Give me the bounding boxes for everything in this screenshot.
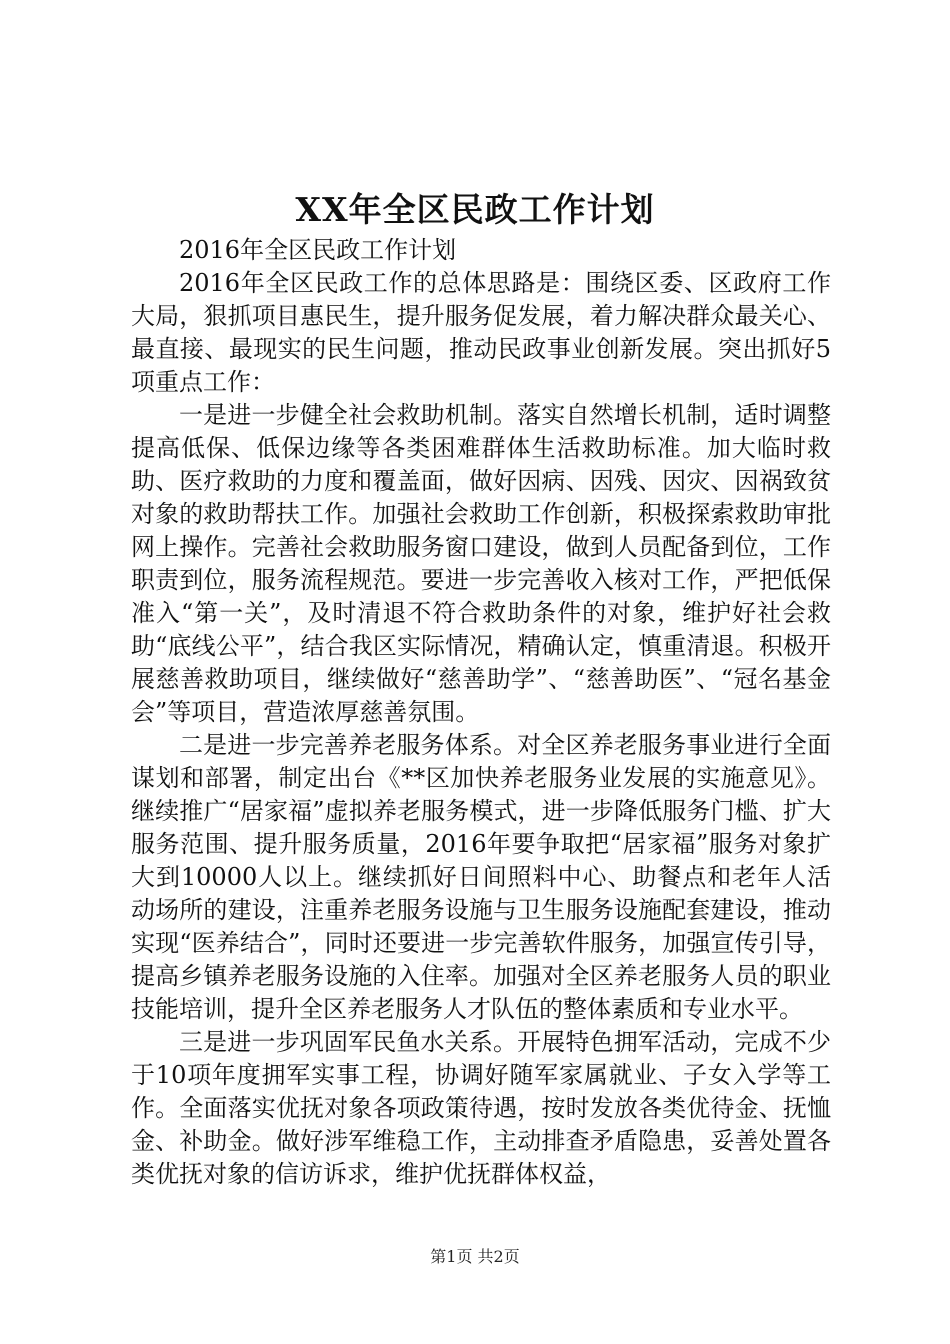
paragraph-military-civilian: 三是进一步巩固军民鱼水关系。开展特色拥军活动，完成不少于10项年度拥军实事工程，协调好随军家属就业、子女入学等工作。全面落实优抚对象各项政策待遇，按时发放各类优待金、抚恤金、补助金。做好涉军维稳工作，主动排查矛盾隐患，妥善处置各类优抚对象的信访诉求，维护优抚群体权益， bbox=[131, 1028, 831, 1188]
paragraph-overview: 2016年全区民政工作的总体思路是：围绕区委、区政府工作大局，狠抓项目惠民生，提升服务促发展，着力解决群众最关心、最直接、最现实的民生问题，推动民政事业创新发展。突出抓好5项重点工作： bbox=[131, 269, 831, 396]
paragraph-social-assistance: 一是进一步健全社会救助机制。落实自然增长机制，适时调整提高低保、低保边缘等各类困难群体生活救助标准。加大临时救助、医疗救助的力度和覆盖面，做好因病、因残、因灾、因祸致贫对象的救助帮扶工作。加强社会救助工作创新，积极探索救助审批网上操作。完善社会救助服务窗口建设，做到人员配备到位，工作职责到位，服务流程规范。要进一步完善收入核对工作，严把低保准入“第一关”，及时清退不符合救助条件的对象，维护好社会救助“底线公平”，结合我区实际情况，精确认定，慎重清退。积极开展慈善救助项目，继续做好“慈善助学”、“慈善助医”、“冠名基金会”等项目，营造浓厚慈善氛围。 bbox=[131, 401, 831, 726]
document-title: XX年全区民政工作计划 bbox=[295, 190, 655, 229]
paragraph-subtitle: 2016年全区民政工作计划 bbox=[179, 236, 457, 264]
page-footer: 第1页 共2页 bbox=[430, 1247, 520, 1266]
document-body bbox=[131, 234, 831, 1191]
paragraph-elderly-care: 二是进一步完善养老服务体系。对全区养老服务事业进行全面谋划和部署，制定出台《**区加快养老服务业发展的实施意见》。继续推广“居家福”虚拟养老服务模式，进一步降低服务门槛、扩大服务范围、提升服务质量，2016年要争取把“居家福”服务对象扩大到10000人以上。继续抓好日间照料中心、助餐点和老年人活动场所的建设，注重养老服务设施与卫生服务设施配套建设，推动实现“医养结合”，同时还要进一步完善软件服务，加强宣传引导，提高乡镇养老服务设施的入住率。加强对全区养老服务人员的职业技能培训，提升全区养老服务人才队伍的整体素质和专业水平。 bbox=[131, 731, 831, 1023]
